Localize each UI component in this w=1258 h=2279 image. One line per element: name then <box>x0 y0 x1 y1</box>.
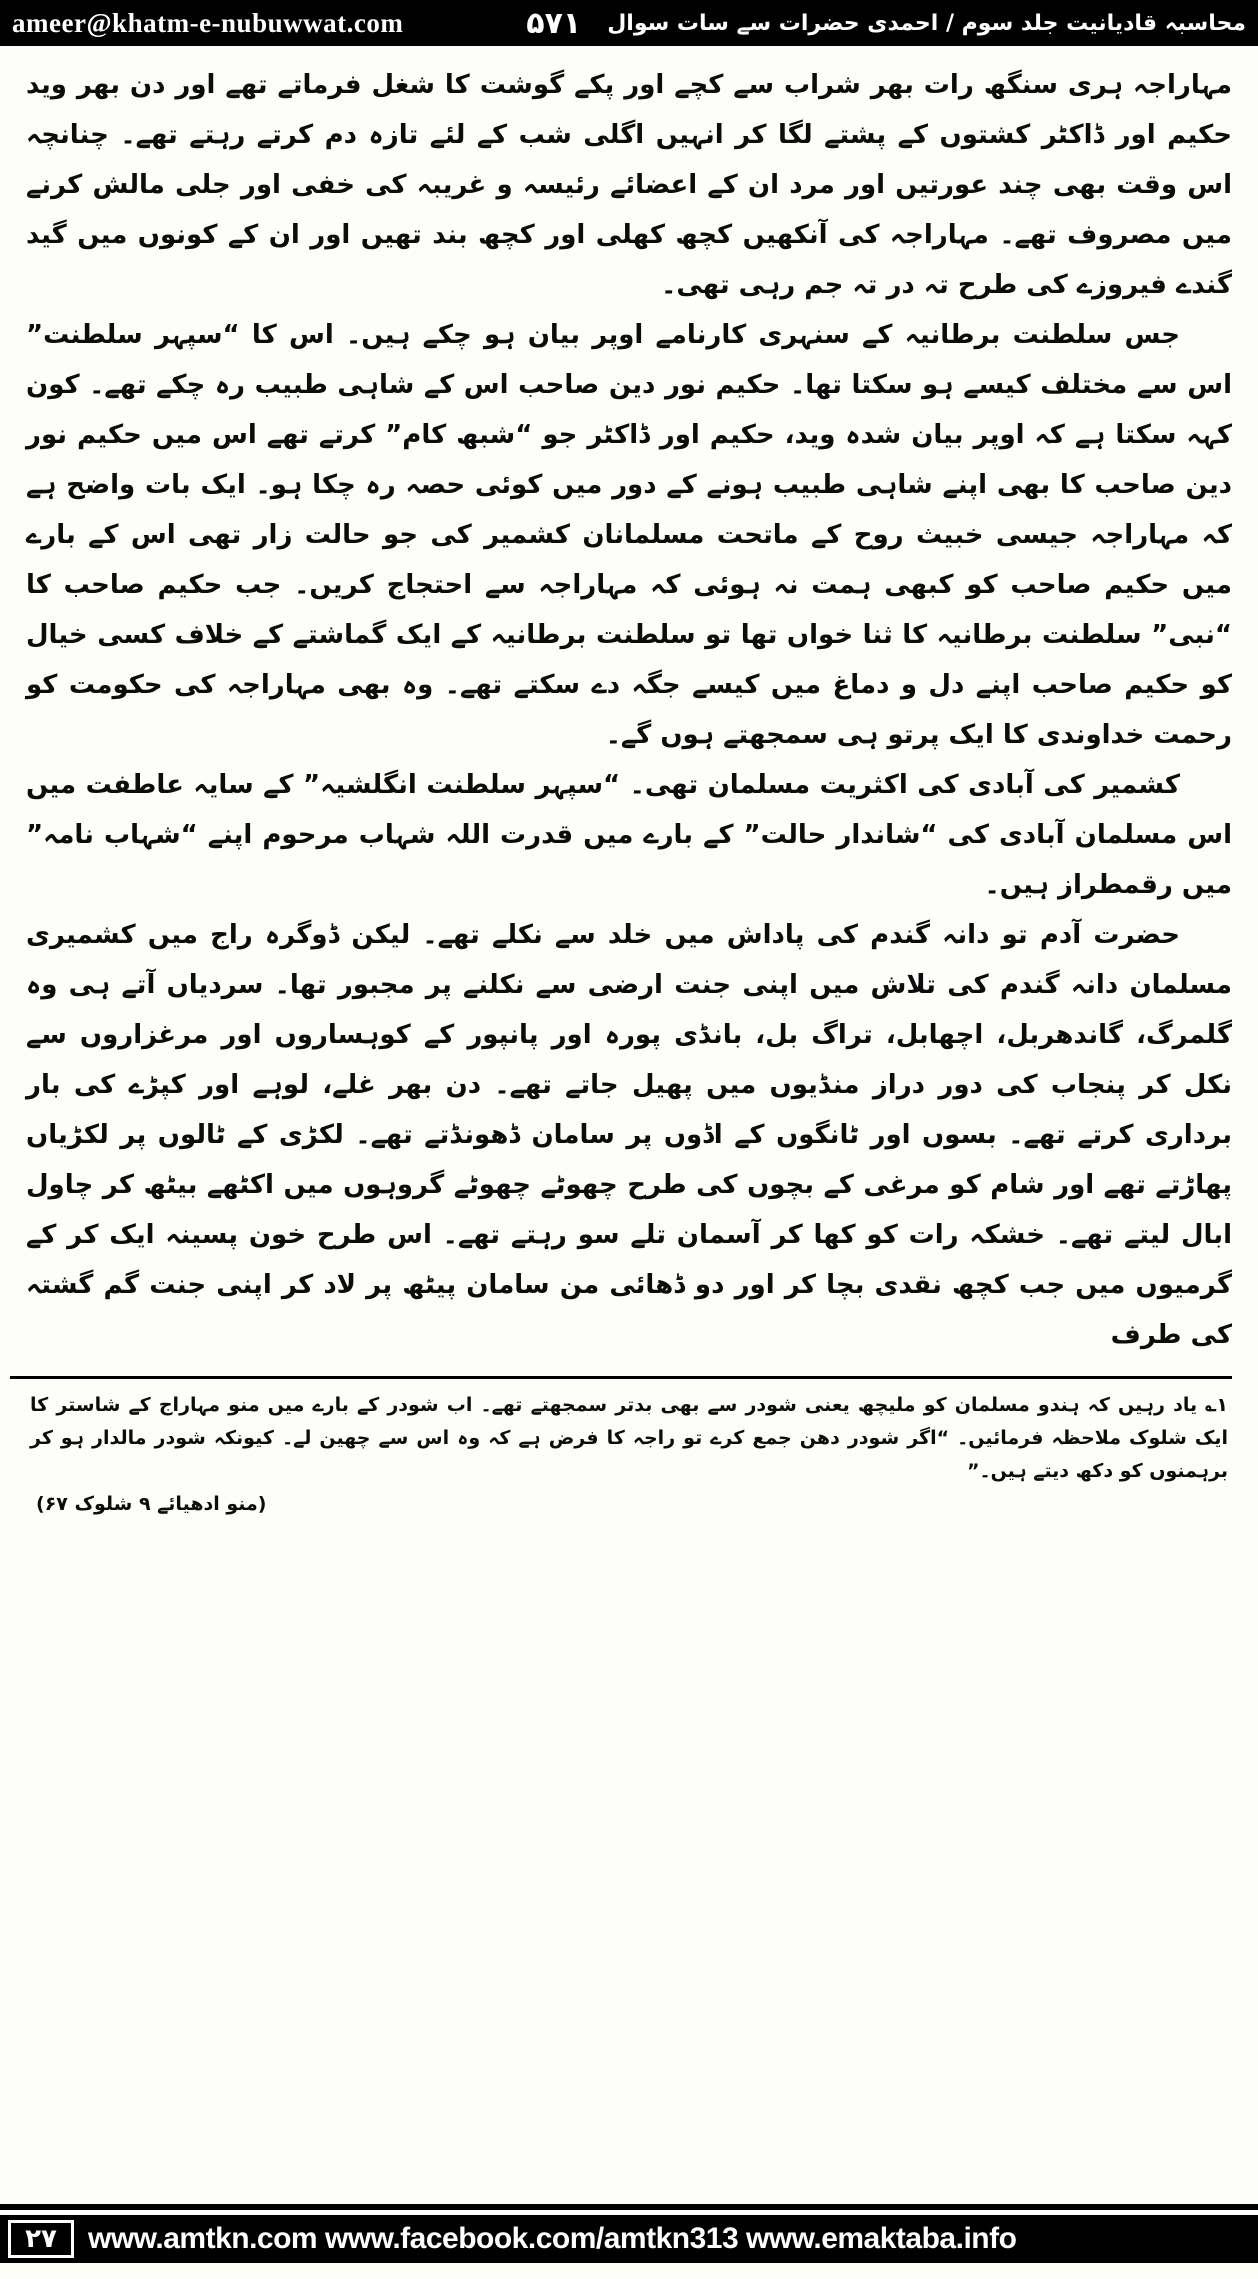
body-paragraph: جس سلطنت برطانیہ کے سنہری کارنامے اوپر بیان ہو چکے ہیں۔ اس کا “سپہر سلطنت” اس سے مختلف کیسے ہو سکتا تھا۔ حکیم نور دین صاحب اس کے شاہی طبیب رہ چکے تھے۔ کون کہہ سکتا ہے کہ اوپر بیان شدہ وید، حکیم اور ڈاکٹر جو “شبھ کام” کرتے تھے اس میں حکیم نور دین صاحب کا بھی اپنے شاہی طبیب ہونے کے دور میں کوئی حصہ رہ چکا ہو۔ ایک بات واضح ہے کہ مہاراجہ جیسی خبیث روح کے ماتحت مسلمانان کشمیر کی جو حالت زار تھی اس کے بارے میں حکیم صاحب کو کبھی ہمت نہ ہوئی کہ مہاراجہ سے احتجاج کریں۔ جب حکیم صاحب کا “نبی” سلطنت برطانیہ کا ثنا خواں تھا تو سلطنت برطانیہ کے ایک گماشتے کے خلاف کسی خیال کو حکیم صاحب اپنے دل و دماغ میں کیسے جگہ دے سکتے تھے۔ وہ بھی مہاراجہ کی حکومت کو رحمت خداوندی کا ایک پرتو ہی سمجھتے ہوں گے۔ <box>26 320 1232 750</box>
footnote-text: ۱؎ یاد رہیں کہ ہندو مسلمان کو ملیچھ یعنی شودر سے بھی بدتر سمجھتے تھے۔ اب شودر کے بارے میں منو مہاراج کے شاستر کا ایک شلوک ملاحظہ فرمائیں۔ “اگر شودر دھن جمع کرے تو راجہ کا فرض ہے کہ وہ اس سے چھین لے۔ کیونکہ شودر مالدار ہو کر برہمنوں کو دکھ دیتے ہیں۔” <box>30 1394 1228 1482</box>
header-email: ameer@khatm-e-nubuwwat.com <box>12 7 404 38</box>
page-body <box>0 46 1258 1366</box>
body-paragraph: کشمیر کی آبادی کی اکثریت مسلمان تھی۔ “سپہر سلطنت انگلشیہ” کے سایہ عاطفت میں اس مسلمان آبادی کی “شاندار حالت” کے بارے میں قدرت اللہ شہاب مرحوم اپنے “شہاب نامہ” میں رقمطراز ہیں۔ <box>26 770 1232 900</box>
footer-page-number: ۲۷ <box>8 2220 74 2258</box>
footnote-divider <box>10 1376 1232 1379</box>
footer-divider <box>0 2204 1258 2210</box>
page-footer <box>0 2215 1258 2263</box>
footnote <box>0 1387 1258 1521</box>
header-page-number: ۵۷۱ <box>526 5 582 41</box>
page-header <box>0 0 1258 46</box>
footnote-reference: (منو ادھیائے ۹ شلوک ۶۷) <box>36 1493 267 1515</box>
body-paragraph: مہاراجہ ہری سنگھ رات بھر شراب سے کچے اور پکے گوشت کا شغل فرماتے تھے اور دن بھر وید حکیم اور ڈاکٹر کشتوں کے پشتے لگا کر انہیں اگلی شب کے لئے تازہ دم کرتے رہتے تھے۔ چنانچہ اس وقت بھی چند عورتیں اور مرد ان کے اعضائے رئیسہ و غریبہ کی خفی اور جلی مالش کرنے میں مصروف تھے۔ مہاراجہ کی آنکھیں کچھ کھلی اور کچھ بند تھیں اور ان کے کونوں میں گید گندے فیروزے کی طرح تہ در تہ جم رہی تھی۔ <box>26 70 1232 300</box>
header-title-group <box>526 6 1246 41</box>
header-book-title: محاسبہ قادیانیت جلد سوم / احمدی حضرات سے سات سوال <box>607 10 1246 36</box>
body-paragraph: حضرت آدم تو دانہ گندم کی پاداش میں خلد سے نکلے تھے۔ لیکن ڈوگرہ راج میں کشمیری مسلمان دانہ گندم کی تلاش میں اپنی جنت ارضی سے نکلنے پر مجبور تھا۔ سردیاں آتے ہی وہ گلمرگ، گاندھربل، اچھابل، تراگ بل، بانڈی پورہ اور پانپور کے کوہساروں اور مرغزاروں سے نکل کر پنجاب کی دور دراز منڈیوں میں پھیل جاتے تھے۔ دن بھر غلے، لوہے اور کپڑے کی بار برداری کرتے تھے۔ بسوں اور ٹانگوں کے اڈوں پر سامان ڈھونڈتے تھے۔ لکڑی کے ٹالوں پر لکڑیاں پھاڑتے تھے اور شام کو مرغی کے بچوں کی طرح چھوٹے چھوٹے گروہوں میں اکٹھے بیٹھ کر چاول ابال لیتے تھے۔ خشکہ رات کو کھا کر آسمان تلے سو رہتے تھے۔ اس طرح خون پسینہ ایک کر کے گرمیوں میں جب کچھ نقدی بچا کر اور دو ڈھائی من سامان پیٹھ پر لاد کر اپنی جنت گم گشتہ کی طرف <box>26 920 1232 1350</box>
blank-space <box>0 1521 1258 2204</box>
footer-links: www.amtkn.com www.facebook.com/amtkn313 www.emaktaba.info <box>88 2222 1017 2255</box>
